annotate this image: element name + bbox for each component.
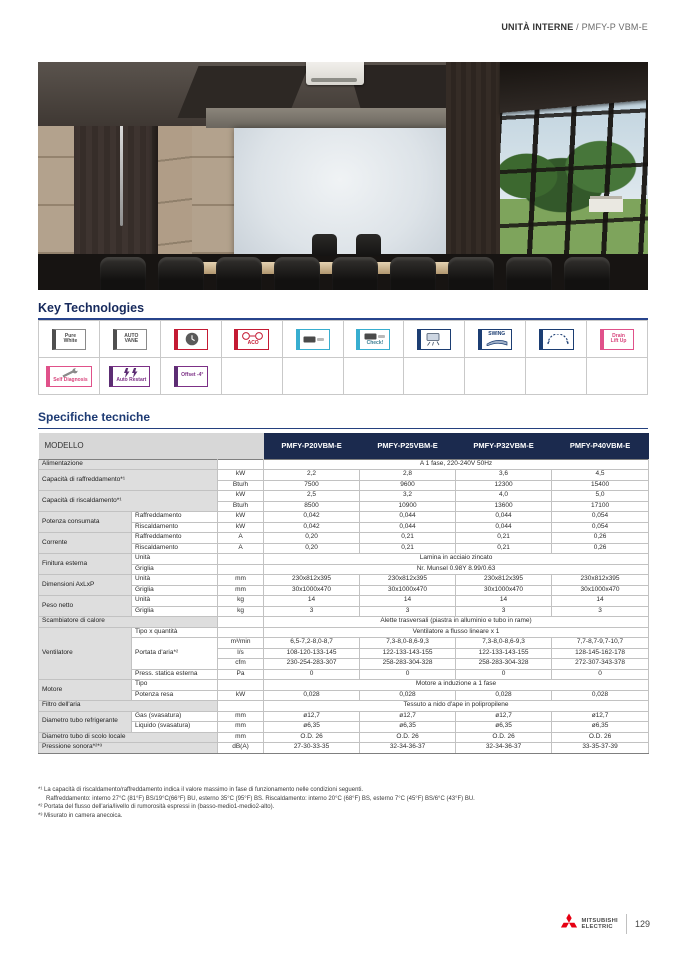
spec-value: 33-35-37-39 (552, 743, 649, 754)
spec-value: ø12,7 (264, 711, 360, 722)
spec-group-label: Diametro tubo refrigerante (39, 711, 132, 732)
spec-title: Specifiche tecniche (38, 410, 648, 429)
photo-chair (332, 257, 378, 290)
spec-value: O.D. 26 (264, 732, 360, 743)
footnote-line: Raffreddamento: interno 27°C (81°F) BS/19°C(66°F) BU, esterno 35°C (95°F) BS. Riscaldamento: interno 20°C (68°F) BS, esterno 7°C (45°F) BS/6°C (43°F) BU. (46, 795, 475, 802)
spec-value: 5,0 (552, 491, 649, 502)
spec-value: 0,042 (264, 522, 360, 533)
key-tech-cell (39, 357, 100, 394)
auto-restart-icon (109, 366, 150, 387)
brand-logo (560, 912, 618, 935)
spec-value: 14 (552, 596, 649, 607)
model-header: PMFY-P40VBM-E (552, 433, 649, 459)
spec-unit: kW (218, 512, 264, 523)
auto-vane-icon (113, 329, 147, 350)
key-tech-cell (283, 357, 344, 394)
key-tech-cell (222, 357, 283, 394)
footnote-line: *³ Misurato in camera anecoica. (38, 812, 123, 819)
header-section-label: UNITÀ INTERNE (501, 22, 574, 32)
spec-sub-label: Griglia (132, 606, 218, 617)
key-tech-grid (38, 320, 648, 395)
photo-ceiling-recess (206, 108, 446, 128)
spec-value: 0,044 (456, 512, 552, 523)
key-tech-cell (283, 320, 344, 357)
spec-group-label: Dimensioni AxLxP (39, 575, 132, 596)
page-header (501, 22, 648, 32)
photo-chair (274, 257, 320, 290)
spec-value: O.D. 26 (552, 732, 649, 743)
spec-table (38, 433, 649, 754)
spec-unit: mm (218, 722, 264, 733)
spec-value: 7,3-8,0-8,6-9,3 (360, 638, 456, 649)
spec-unit (218, 459, 264, 470)
badge-label: Auto Restart (116, 377, 147, 384)
hero-photo (38, 62, 648, 290)
spec-value: 272-307-343-378 (552, 659, 649, 670)
spec-value: 17100 (552, 501, 649, 512)
header-separator: / (573, 22, 582, 32)
badge-label: SWING (488, 331, 506, 338)
spec-value: 0,044 (456, 522, 552, 533)
remote-controller-icon (296, 329, 330, 350)
page-footer (560, 912, 650, 935)
spec-unit: mm (218, 732, 264, 743)
spec-unit: Btu/h (218, 480, 264, 491)
spec-value: ø12,7 (456, 711, 552, 722)
brand-line1: MITSUBISHI (581, 917, 618, 924)
key-tech-cell (526, 320, 587, 357)
spec-value: 30x1000x470 (360, 585, 456, 596)
header-model-label: PMFY-P VBM-E (581, 22, 648, 32)
swing-icon (478, 329, 512, 350)
spec-sub-label: Riscaldamento (132, 543, 218, 554)
key-tech-cell (100, 357, 161, 394)
key-tech-cell (100, 320, 161, 357)
spec-value: 0,028 (456, 690, 552, 701)
spec-value: 3 (360, 606, 456, 617)
spec-value: 0,20 (264, 543, 360, 554)
spec-sub-label: Potenza resa (132, 690, 218, 701)
photo-cassette-unit (306, 62, 364, 85)
spec-unit: Pa (218, 669, 264, 680)
spec-unit: cfm (218, 659, 264, 670)
spec-value: 30x1000x470 (264, 585, 360, 596)
spec-table-body (39, 459, 649, 753)
spec-value: 7,3-8,0-8,6-9,3 (456, 638, 552, 649)
spec-value: 2,8 (360, 470, 456, 481)
photo-chair (448, 257, 494, 290)
model-header: PMFY-P32VBM-E (456, 433, 552, 459)
spec-unit: kg (218, 606, 264, 617)
spec-group-label: Peso netto (39, 596, 132, 617)
spec-unit (218, 617, 264, 628)
model-column-label: MODELLO (39, 433, 264, 459)
key-technologies-section (38, 301, 648, 395)
spec-value: 230x812x395 (264, 575, 360, 586)
spec-sub-label: Griglia (132, 564, 218, 575)
badge-label: White (63, 338, 78, 344)
spec-unit (218, 701, 264, 712)
spec-value: 14 (264, 596, 360, 607)
spec-unit: Btu/h (218, 501, 264, 512)
photo-window-blind (500, 62, 648, 113)
spec-value: 0,21 (360, 533, 456, 544)
spec-unit (218, 627, 264, 638)
photo-door-handle (120, 114, 123, 226)
spec-value: 12300 (456, 480, 552, 491)
spec-value: 2,5 (264, 491, 360, 502)
mitsubishi-diamonds-icon (560, 912, 578, 935)
spec-unit: l/s (218, 648, 264, 659)
spec-sub-label: Liquido (svasatura) (132, 722, 218, 733)
key-tech-cell (465, 320, 526, 357)
spec-value: 27-30-33-35 (264, 743, 360, 754)
spec-unit: A (218, 533, 264, 544)
spec-value: 14 (456, 596, 552, 607)
spec-value: 9600 (360, 480, 456, 491)
badge-label: Offset -4° (181, 372, 204, 379)
spec-value: 7500 (264, 480, 360, 491)
spec-group-label: Potenza consumata (39, 512, 132, 533)
spec-value: 122-133-143-155 (456, 648, 552, 659)
spec-value: 0 (264, 669, 360, 680)
photo-chair (100, 257, 146, 290)
spec-group-label: Alimentazione (39, 459, 218, 470)
spec-value: 0 (360, 669, 456, 680)
spec-value: 258-283-304-328 (360, 659, 456, 670)
aco-icon (234, 329, 269, 350)
spec-sub-label: Portata d'aria*² (132, 638, 218, 670)
spec-value: 0,044 (360, 522, 456, 533)
spec-sub-label: Unità (132, 554, 218, 565)
spec-value: ø6,35 (360, 722, 456, 733)
spec-span-value: Lamina in acciaio zincato (264, 554, 649, 565)
spec-value: 230-254-283-307 (264, 659, 360, 670)
spec-group-label: Capacità di raffreddamento*¹ (39, 470, 218, 491)
spec-value: 0,21 (456, 543, 552, 554)
badge-label: VANE (124, 338, 139, 344)
spec-value: 0,26 (552, 543, 649, 554)
badge-label: Self Diagnosis (53, 377, 88, 384)
photo-chair (312, 234, 337, 256)
photo-chair (506, 257, 552, 290)
spec-sub-label: Unità (132, 575, 218, 586)
badge-label: Check! (366, 339, 384, 346)
key-tech-cell (587, 357, 648, 394)
photo-chair (390, 257, 436, 290)
spec-sub-label: Tipo (132, 680, 218, 691)
key-tech-cell (222, 320, 283, 357)
spec-value: 4,0 (456, 491, 552, 502)
spec-value: 0,054 (552, 512, 649, 523)
spec-value: 2,2 (264, 470, 360, 481)
spec-value: 230x812x395 (456, 575, 552, 586)
badge-label: Lift Up (610, 338, 627, 344)
spec-value: 3 (552, 606, 649, 617)
photo-chair (216, 257, 262, 290)
spec-group-label: Diametro tubo di scolo locale (39, 732, 218, 743)
spec-value: 128-145-162-178 (552, 648, 649, 659)
spec-unit: kW (218, 491, 264, 502)
spec-value: 0,044 (360, 512, 456, 523)
spec-value: 0 (456, 669, 552, 680)
pure-white-icon (52, 329, 86, 350)
photo-chair (356, 234, 381, 256)
spec-value: 3,2 (360, 491, 456, 502)
badge-label: Drain (612, 332, 625, 339)
spec-sub-label: Tipo x quantità (132, 627, 218, 638)
spec-span-value: Alette trasversali (piastra in alluminio e tubo in rame) (264, 617, 649, 628)
spec-unit: mm (218, 575, 264, 586)
spec-span-value: Tessuto a nido d'ape in polipropilene (264, 701, 649, 712)
spec-value: 258-283-304-328 (456, 659, 552, 670)
brand-line2: ELECTRIC (581, 923, 613, 930)
spec-span-value: Nr. Munsel 0.98Y 8.99/0.63 (264, 564, 649, 575)
spec-value: 0,21 (456, 533, 552, 544)
spec-value: 0,26 (552, 533, 649, 544)
spec-sub-label: Unità (132, 596, 218, 607)
spec-sub-label: Gas (svasatura) (132, 711, 218, 722)
footnote-line: *² Portata del flusso dell'aria/livello di rumorosità espressi in (basso-medio1-medio2-alto). (38, 804, 275, 810)
spec-unit: kW (218, 522, 264, 533)
drain-lift-up-icon (600, 329, 634, 350)
spec-value: 4,5 (552, 470, 649, 481)
photo-cassette-vane (311, 78, 357, 82)
model-header: PMFY-P25VBM-E (360, 433, 456, 459)
spec-unit (218, 554, 264, 565)
key-tech-cell (587, 320, 648, 357)
spec-span-value: Ventilatore a flusso lineare x 1 (264, 627, 649, 638)
spec-unit: mm (218, 585, 264, 596)
spec-sub-label: Raffreddamento (132, 533, 218, 544)
spec-value: 108-120-133-145 (264, 648, 360, 659)
badge-label: AUTO (124, 332, 139, 339)
spec-unit: A (218, 543, 264, 554)
spec-table-head (39, 433, 649, 459)
wireless-remote-icon (417, 329, 451, 350)
key-tech-cell (161, 320, 222, 357)
spec-value: 0,028 (264, 690, 360, 701)
key-technologies-title: Key Technologies (38, 301, 648, 320)
spec-unit: kW (218, 470, 264, 481)
spec-span-value: Motore a induzione a 1 fase (264, 680, 649, 691)
spec-group-label: Finitura esterna (39, 554, 132, 575)
spec-value: O.D. 26 (456, 732, 552, 743)
spec-sub-label: Riscaldamento (132, 522, 218, 533)
spec-sub-label: Griglia (132, 585, 218, 596)
photo-chair (564, 257, 610, 290)
spec-unit: mm (218, 711, 264, 722)
spec-value: 0,20 (264, 533, 360, 544)
spec-value: 0 (552, 669, 649, 680)
spec-value: ø6,35 (456, 722, 552, 733)
spec-value: 14 (360, 596, 456, 607)
spec-group-label: Filtro dell'aria (39, 701, 218, 712)
spec-value: ø12,7 (360, 711, 456, 722)
page-number: 129 (634, 918, 650, 929)
offset-icon (174, 366, 208, 387)
spec-value: 13600 (456, 501, 552, 512)
spec-unit: kg (218, 596, 264, 607)
footnotes (38, 786, 648, 820)
key-tech-cell (526, 357, 587, 394)
spec-span-value: A 1 fase, 220-240V 50Hz (264, 459, 649, 470)
spec-value: 30x1000x470 (552, 585, 649, 596)
key-tech-cell (344, 357, 405, 394)
timer-icon (174, 329, 208, 350)
photo-house-outside (589, 199, 623, 212)
spec-sub-label: Press. statica esterna (132, 669, 218, 680)
spec-value: 32-34-36-37 (360, 743, 456, 754)
spec-value: 15400 (552, 480, 649, 491)
spec-value: 122-133-143-155 (360, 648, 456, 659)
key-tech-cell (465, 357, 526, 394)
key-tech-cell (344, 320, 405, 357)
spec-value: 230x812x395 (552, 575, 649, 586)
spec-value: 8500 (264, 501, 360, 512)
spec-value: 10900 (360, 501, 456, 512)
spec-unit: dB(A) (218, 743, 264, 754)
spec-unit (218, 564, 264, 575)
spec-sub-label: Raffreddamento (132, 512, 218, 523)
spec-value: 0,028 (552, 690, 649, 701)
spec-group-label: Capacità di riscaldamento*¹ (39, 491, 218, 512)
spec-value: 6,5-7,2-8,0-8,7 (264, 638, 360, 649)
spec-value: 3 (264, 606, 360, 617)
spec-value: 3,6 (456, 470, 552, 481)
spec-group-label: Motore (39, 680, 132, 701)
model-header: PMFY-P20VBM-E (264, 433, 360, 459)
key-tech-cell (404, 357, 465, 394)
check-icon (356, 329, 390, 350)
spec-group-label: Ventilatore (39, 627, 132, 680)
spec-value: 32-34-36-37 (456, 743, 552, 754)
key-tech-cell (39, 320, 100, 357)
spec-group-label: Scambiatore di calore (39, 617, 218, 628)
spec-value: 0,042 (264, 512, 360, 523)
spec-value: ø12,7 (552, 711, 649, 722)
spec-value: O.D. 26 (360, 732, 456, 743)
footer-divider (626, 914, 627, 934)
spec-group-label: Corrente (39, 533, 132, 554)
spec-value: 0,054 (552, 522, 649, 533)
badge-label: ACO (247, 340, 259, 347)
badge-label: Pure (64, 332, 76, 339)
footnote-line: *¹ La capacità di riscaldamento/raffreddamento indica il valore massimo in fase di funzionamento nelle condizioni seguenti. (38, 787, 364, 793)
spec-value: 3 (456, 606, 552, 617)
spec-section (38, 410, 648, 754)
self-diagnosis-icon (46, 366, 91, 387)
spec-value: 0,21 (360, 543, 456, 554)
spec-value: 230x812x395 (360, 575, 456, 586)
spec-value: ø6,35 (264, 722, 360, 733)
spec-value: 7,7-8,7-9,7-10,7 (552, 638, 649, 649)
airflow-arc-icon (539, 329, 574, 350)
photo-chair (158, 257, 204, 290)
spec-unit: kW (218, 690, 264, 701)
key-tech-cell (404, 320, 465, 357)
spec-group-label: Pressione sonora*²*³ (39, 743, 218, 754)
key-tech-cell (161, 357, 222, 394)
brand-name (581, 918, 618, 930)
spec-unit: m³/min (218, 638, 264, 649)
spec-value: ø6,35 (552, 722, 649, 733)
spec-value: 0,028 (360, 690, 456, 701)
spec-value: 30x1000x470 (456, 585, 552, 596)
spec-unit (218, 680, 264, 691)
